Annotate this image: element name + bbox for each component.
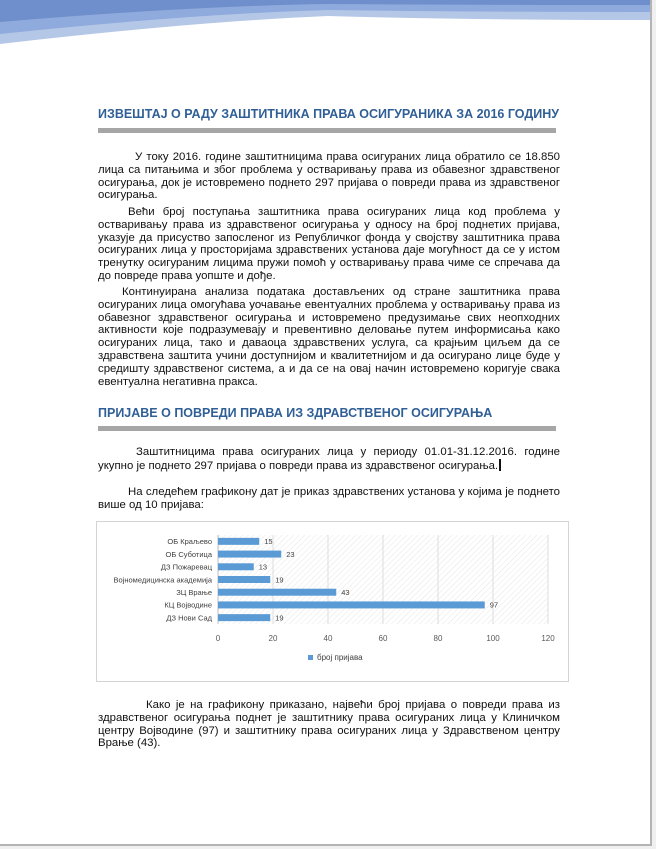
category-label: ДЗ Пожаревац <box>160 562 212 572</box>
bar <box>218 576 270 583</box>
data-label: 19 <box>275 575 284 585</box>
bar <box>218 614 270 621</box>
x-tick-label: 100 <box>486 634 500 643</box>
bar <box>218 563 254 570</box>
data-label: 97 <box>489 600 499 610</box>
bar <box>218 589 336 596</box>
data-label: 15 <box>264 537 273 547</box>
category-label: Војномедицинска академија <box>113 575 212 585</box>
x-tick-label: 120 <box>541 634 555 643</box>
data-label: 23 <box>286 549 295 559</box>
x-tick-label: 60 <box>378 634 388 643</box>
header-banner <box>0 0 650 60</box>
bar <box>218 601 485 608</box>
complaints-heading: ПРИЈАВЕ О ПОВРЕДИ ПРАВА ИЗ ЗДРАВСТВЕНОГ ОСИГУРАЊА <box>98 406 493 420</box>
category-label: ОБ Краљево <box>167 537 212 547</box>
category-label: ДЗ Нови Сад <box>166 613 212 623</box>
intro-paragraph-2: Већи број поступања заштитника права осигураних лица код проблема у остваривању права из здравственог осигурања у односу на број поднетих пријава, указује да присуство запосленог из Републичког фонда у својству заштитника права осигураних лица у просторијама здравствених установа даје могућност да се у истом тренутку осигураним лицима пружи помоћ у остваривању права чиме се спречава да до повреде права уопште и дође. <box>98 206 560 282</box>
data-label: 13 <box>258 562 268 572</box>
category-label: ОБ Суботица <box>165 549 212 559</box>
x-tick-label: 0 <box>215 634 221 643</box>
complaints-text: Заштитницима права осигураних лица у периоду 01.01-31.12.2016. године укупно је поднето 297 пријава о повреди права из здравственог осигурања. <box>98 446 560 472</box>
category-label: КЦ Војводине <box>164 600 212 610</box>
legend-label: број пријава <box>317 653 363 662</box>
data-label: 19 <box>275 613 284 623</box>
report-heading: ИЗВЕШТАЈ О РАДУ ЗАШТИТНИКА ПРАВА ОСИГУРАНИКА ЗА 2016 ГОДИНУ <box>98 107 560 121</box>
bar-chart <box>97 522 568 681</box>
text-cursor <box>499 459 501 471</box>
x-tick-label: 40 <box>323 634 333 643</box>
intro-paragraph-1: У току 2016. године заштитницима права осигураних лица обратило се 18.850 лица са питањима и због проблема у остваривању права из обавезног здравственог осигурања, док је истовремено поднето 297 пријава о повреди права из здравственог осигурања. <box>98 151 560 202</box>
category-label: ЗЦ Врање <box>176 588 212 598</box>
data-label: 43 <box>341 588 350 598</box>
x-tick-label: 20 <box>268 634 278 643</box>
heading-rule-2 <box>98 426 556 431</box>
conclusion-paragraph: Како је на графикону приказано, највећи број пријава о повреди права из здравственог осигурања поднет је заштитнику права осигураних лица у Клиничком центру Војводине (97) и заштитнику права осигураних лица у Здравственом центру Врање (43). <box>98 699 560 750</box>
bar <box>218 538 259 545</box>
intro-paragraph-3: Континуирана анализа података достављених од стране заштитника права осигураних лица омогућава уочавање евентуалних проблема у остваривању права из обавезног здравственог осигурања и истовремено предузимање свих неопходних активности које подразумевају и превентивно деловање путем информисања како осигураних лица, тако и даваоца здравствених услуга, са крајњим циљем да се здравствена заштита учини доступнијом и квалитетнијом и да осигурано лице буде у средишту здравственог система, а и да се на овај начин истовремено коригује свака евентуална негативна пракса. <box>98 286 560 388</box>
heading-rule <box>98 128 556 133</box>
chart-frame <box>96 521 569 682</box>
x-tick-label: 80 <box>433 634 443 643</box>
chart-intro-paragraph: На следећем графикону дат је приказ здравствених установа у којима је поднето више од 10 пријава: <box>98 486 560 511</box>
complaints-paragraph <box>98 446 560 473</box>
bar <box>218 551 281 558</box>
legend-swatch <box>308 655 313 660</box>
